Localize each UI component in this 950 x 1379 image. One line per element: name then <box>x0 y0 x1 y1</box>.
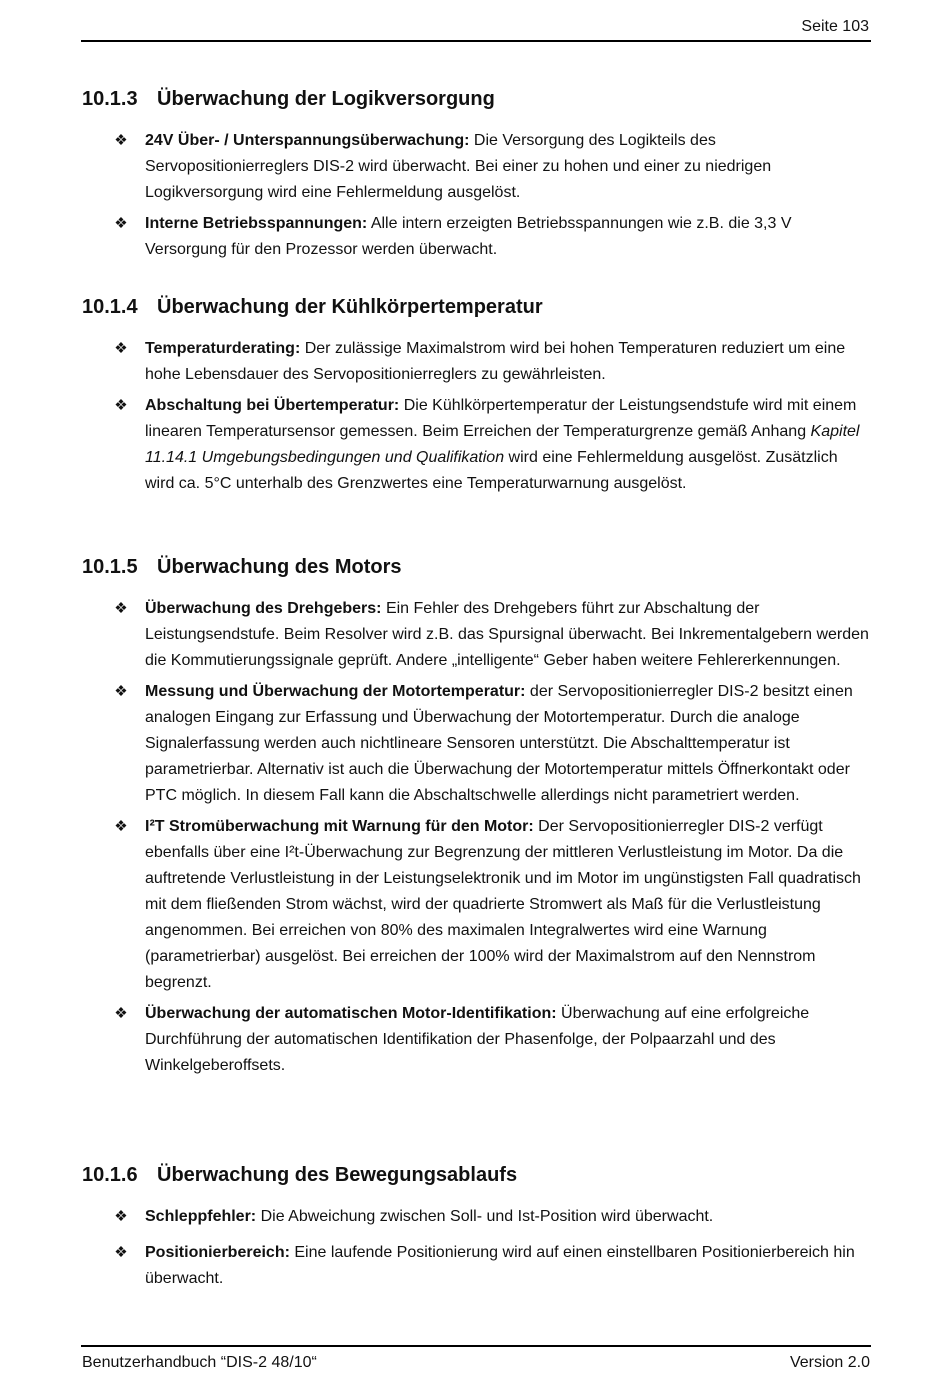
bullet-icon: ❖ <box>114 683 128 700</box>
bullet-icon: ❖ <box>114 818 128 835</box>
section-heading <box>82 1164 870 1187</box>
list-item <box>82 211 870 263</box>
section-number: 10.1.6 <box>82 1164 138 1186</box>
list-item <box>82 679 870 809</box>
list-item <box>82 393 870 497</box>
footer-version: Version 2.0 <box>789 1354 870 1371</box>
item-term: Überwachung der automatischen Motor-Identifikation: <box>145 1005 557 1022</box>
chapter-reference: Kapitel 11.14.1 Umgebungsbedingungen und Qualifikation <box>145 423 860 466</box>
bullet-icon: ❖ <box>114 397 128 414</box>
item-text: Der Servopositionierregler DIS-2 verfügt ebenfalls über eine I²t-Überwachung zur Begrenzung der mittleren Verlustleistung im Motor. Da die auftretende Verlustleistung in der Leistungselektronik und im Motor im ungünstigsten Fall quadratisch mit dem fließenden Strom wächst, wird der quadrierte Stromwert als Maß für die Verlustleistung angenommen. Bei erreichen von 80% des maximalen Integralwertes wird eine Warnung (parametrierbar) ausgelöst. Bei erreichen der 100% wird der Maximalstrom auf den Nennstrom begrenzt. <box>145 818 861 991</box>
list-item <box>82 128 870 206</box>
section-title: Überwachung der Kühlkörpertemperatur <box>157 296 543 318</box>
section-kuehlkoerpertemperatur <box>82 296 870 497</box>
item-term: Überwachung des Drehgebers: <box>145 600 382 617</box>
bullet-icon: ❖ <box>114 215 128 232</box>
item-text: Ein Fehler des Drehgebers führt zur Abschaltung der Leistungsendstufe. Beim Resolver wird z.B. das Spursignal überwacht. Bei Inkrementalgebern werden die Kommutierungssignale geprüft. Andere „intelligente“ Geber haben weitere Fehlererkennungen. <box>145 600 869 669</box>
item-text: Die Versorgung des Logikteils des Servopositionierreglers DIS-2 wird überwacht. Bei einer zu hohen und einer zu niedrigen Logikversorgung wird eine Fehlermeldung ausgelöst. <box>145 132 772 201</box>
section-number: 10.1.5 <box>82 556 138 578</box>
item-text: Die Abweichung zwischen Soll- und Ist-Position wird überwacht. <box>256 1208 714 1225</box>
bullet-icon: ❖ <box>114 340 128 357</box>
list-item <box>82 814 870 996</box>
section-title: Überwachung des Bewegungsablaufs <box>157 1164 518 1186</box>
item-term: Positionierbereich: <box>145 1244 290 1261</box>
list-item <box>82 336 870 388</box>
bullet-list <box>82 596 870 1079</box>
item-text-continued: wird eine Fehlermeldung ausgelöst. Zusätzlich wird ca. 5°C unterhalb des Grenzwertes eine Temperaturwarnung ausgelöst. <box>145 449 838 492</box>
section-title: Überwachung des Motors <box>157 556 402 578</box>
section-motor <box>82 556 870 1079</box>
item-text: Der zulässige Maximalstrom wird bei hohen Temperaturen reduziert um eine hohe Lebensdauer des Servopositionierreglers zu gewährleisten. <box>145 340 846 383</box>
item-text: Eine laufende Positionierung wird auf einen einstellbaren Positionierbereich hin überwacht. <box>145 1244 855 1287</box>
item-text: Überwachung auf eine erfolgreiche Durchführung der automatischen Identifikation der Phasenfolge, der Polpaarzahl und des Winkelgeberoffsets. <box>145 1005 810 1074</box>
section-number: 10.1.3 <box>82 88 138 110</box>
bullet-icon: ❖ <box>114 1244 128 1261</box>
bullet-list <box>82 128 870 263</box>
bullet-icon: ❖ <box>114 600 128 617</box>
item-term: Messung und Überwachung der Motortemperatur: <box>145 683 526 700</box>
bullet-list <box>82 1204 870 1292</box>
item-text: Die Kühlkörpertemperatur der Leistungsendstufe wird mit einem linearen Temperatursensor gemessen. Beim Erreichen der Temperaturgrenze gemäß Anhang <box>145 397 857 440</box>
list-item <box>82 1204 870 1230</box>
section-heading <box>82 88 870 111</box>
item-term: Temperaturderating: <box>145 340 301 357</box>
page-number: Seite 103 <box>801 18 869 35</box>
bullet-list <box>82 336 870 497</box>
footer-rule <box>81 1345 871 1347</box>
section-logikversorgung <box>82 88 870 263</box>
section-title: Überwachung der Logikversorgung <box>157 88 495 110</box>
footer-document-title: Benutzerhandbuch “DIS-2 48/10“ <box>82 1354 317 1371</box>
header-rule <box>81 40 871 42</box>
list-item <box>82 1001 870 1079</box>
item-term: Interne Betriebsspannungen: <box>145 215 368 232</box>
bullet-icon: ❖ <box>114 132 128 149</box>
bullet-icon: ❖ <box>114 1208 128 1225</box>
section-bewegungsablauf <box>82 1164 870 1292</box>
section-heading <box>82 296 870 319</box>
item-text: der Servopositionierregler DIS-2 besitzt einen analogen Eingang zur Erfassung und Überwachung der Motortemperatur. Durch die analoge Signalerfassung werden auch nichtlineare Sensoren unterstützt. Die Abschalttemperatur ist parametrierbar. Alternativ ist auch die Überwachung der Motortemperatur mittels Öffnerkontakt oder PTC möglich. In diesem Fall kann die Abschaltschwelle allerdings nicht parametriert werden. <box>145 683 853 804</box>
list-item <box>82 1240 870 1292</box>
bullet-icon: ❖ <box>114 1005 128 1022</box>
item-term: Schleppfehler: <box>145 1208 257 1225</box>
item-term: I²T Stromüberwachung mit Warnung für den Motor: <box>145 818 534 835</box>
item-term: Abschaltung bei Übertemperatur: <box>145 397 400 414</box>
section-number: 10.1.4 <box>82 296 138 318</box>
page-header <box>81 18 869 40</box>
item-text: Alle intern erzeigten Betriebsspannungen wie z.B. die 3,3 V Versorgung für den Prozessor werden überwacht. <box>145 215 792 258</box>
list-item <box>82 596 870 674</box>
section-heading <box>82 556 870 579</box>
item-term: 24V Über- / Unterspannungsüberwachung: <box>145 132 470 149</box>
